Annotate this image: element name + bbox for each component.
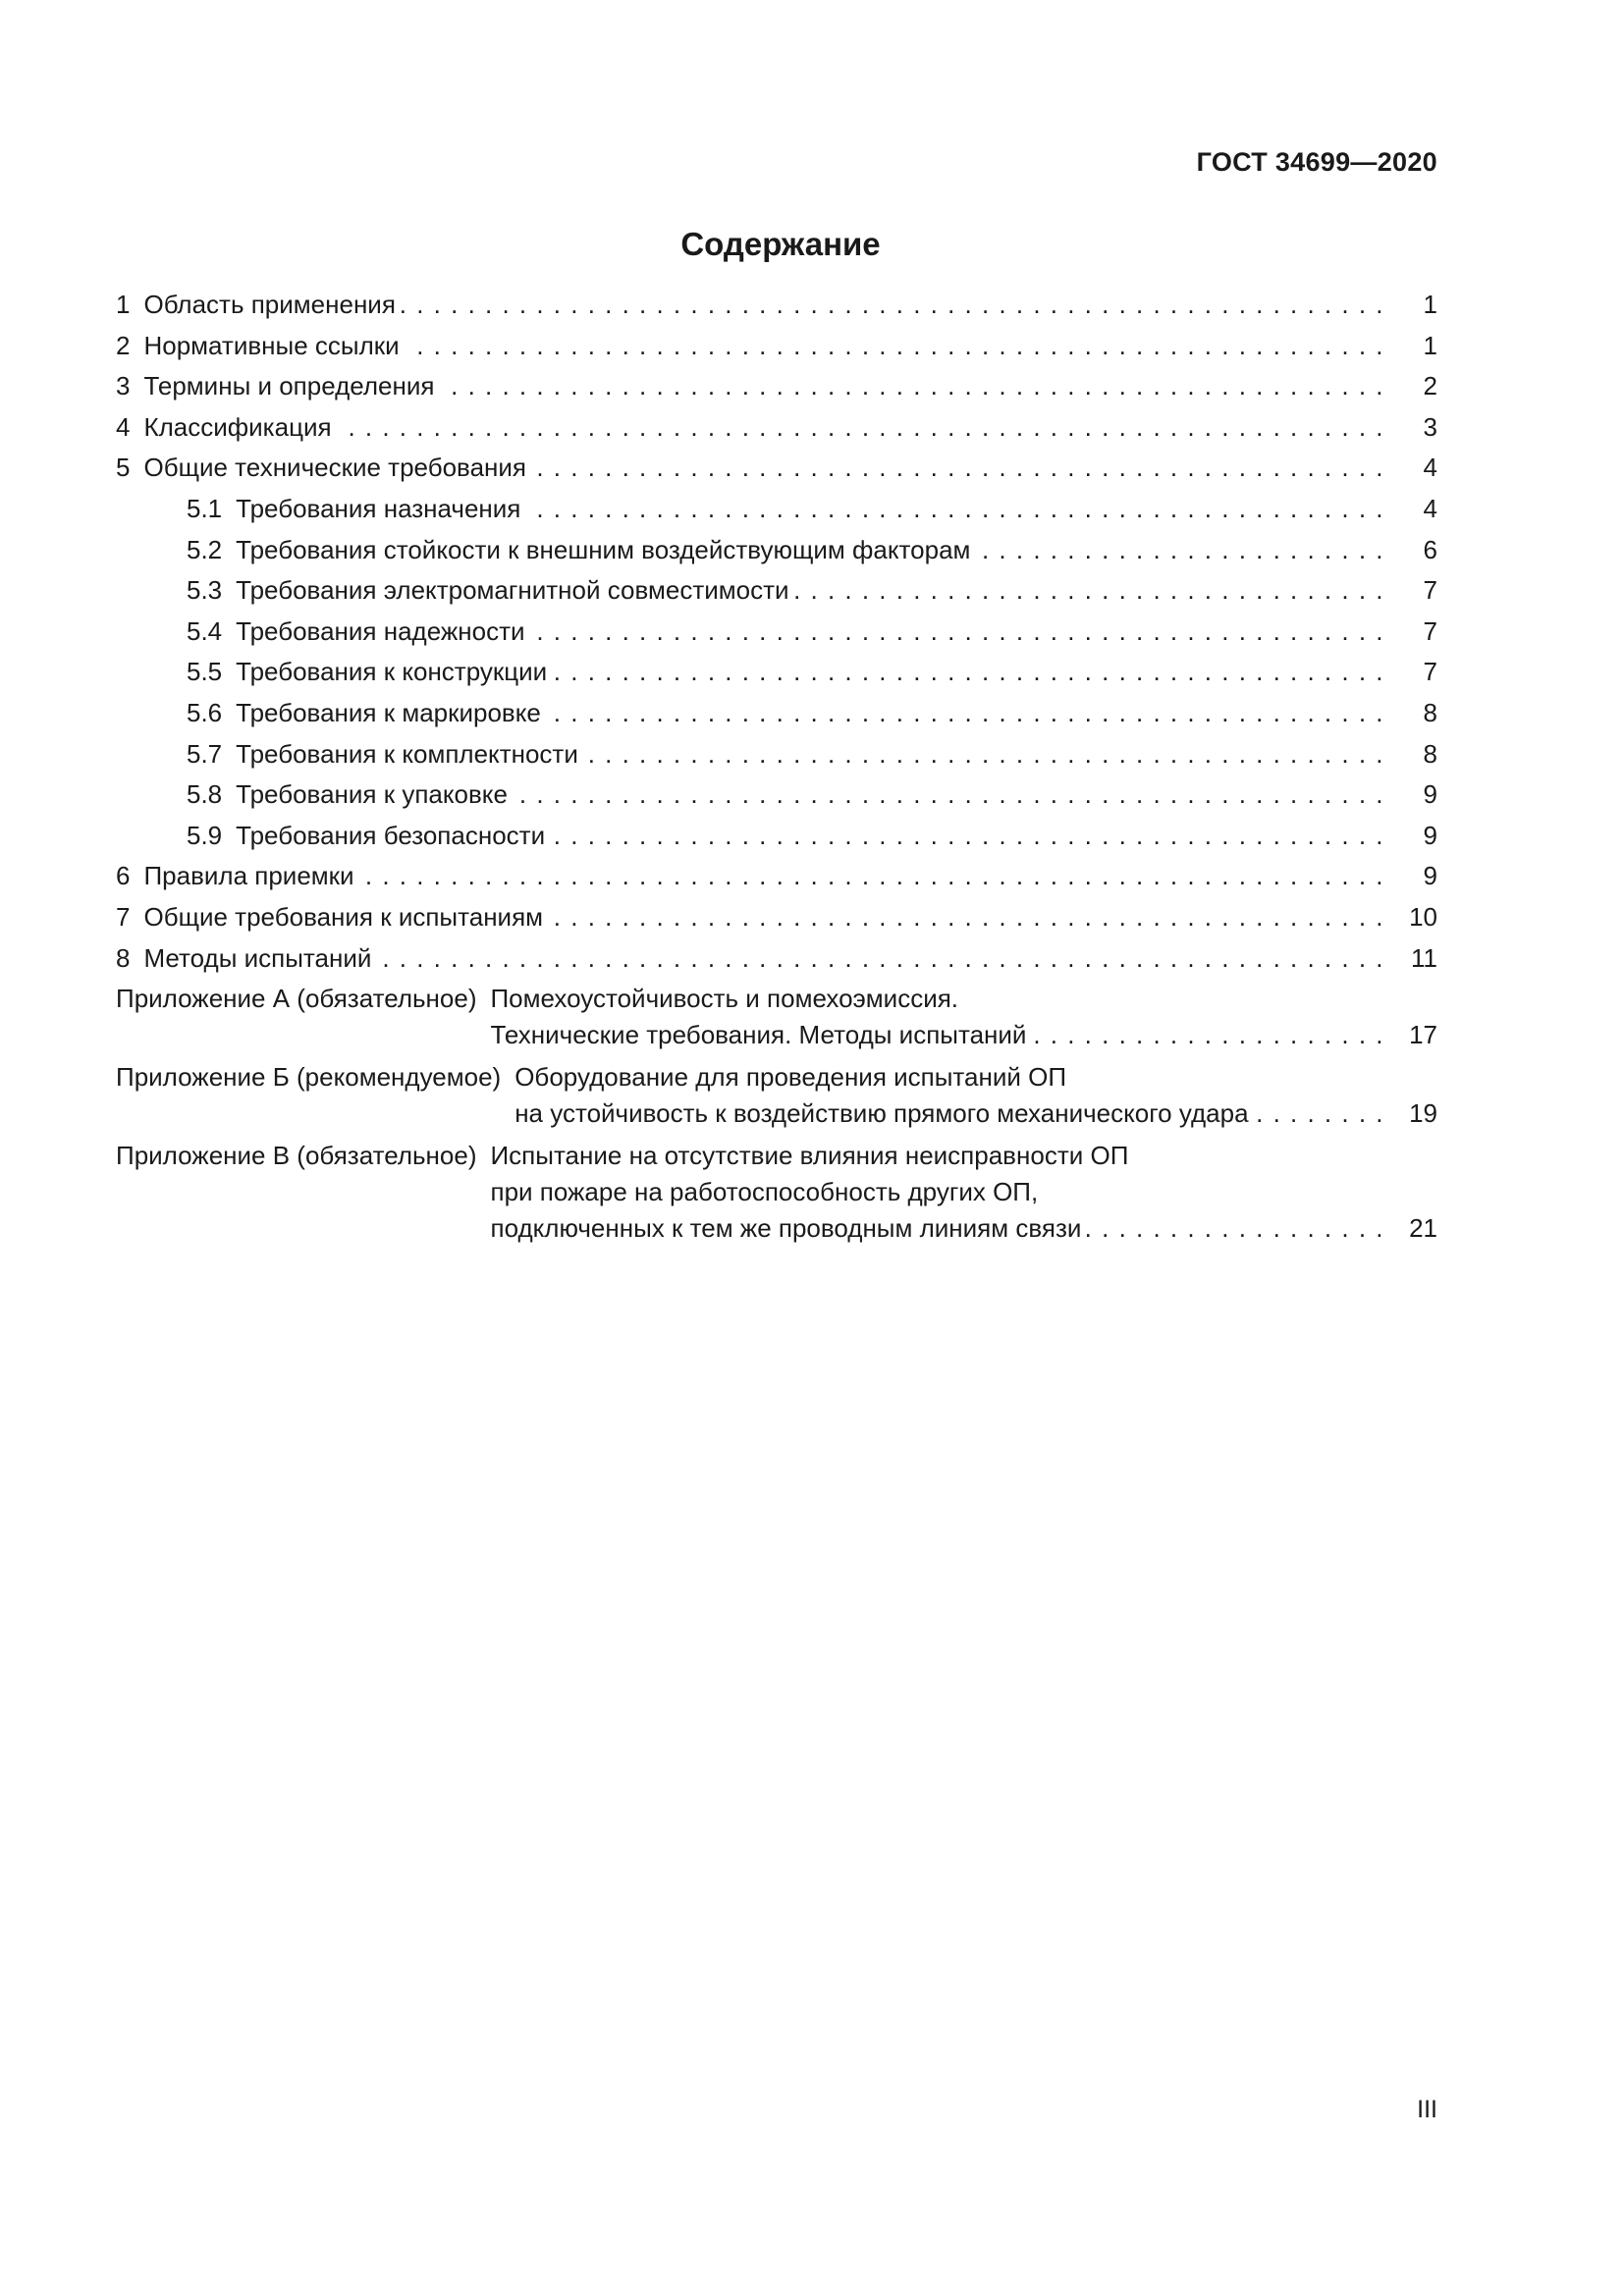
toc-entry-title: Область применения <box>143 290 396 319</box>
toc-entry-title: Классификация <box>143 411 332 442</box>
toc-entry-number: 5.8 <box>187 779 223 810</box>
dot-leader <box>402 285 1384 326</box>
toc-entry-title: Требования назначения <box>236 493 521 523</box>
toc-entry-title: Требования надежности <box>236 615 525 646</box>
toc-entry-number: 5.9 <box>187 820 223 850</box>
toc-entry-number: 4 <box>116 411 131 442</box>
toc-entry[interactable] <box>116 897 1437 938</box>
toc-entry-page: 8 <box>1423 738 1437 769</box>
toc-entry-page: 9 <box>1423 779 1437 810</box>
toc-entry-title: Требования стойкости к внешним воздействующим факторам <box>236 534 971 564</box>
toc-entry-title: Общие требования к испытаниям <box>143 901 544 932</box>
toc-entry[interactable] <box>116 366 1437 407</box>
toc-entry[interactable] <box>116 856 1437 897</box>
appendix-page: 21 <box>1409 1213 1437 1244</box>
toc-subentry[interactable] <box>116 652 1437 693</box>
appendix-title-last-line <box>514 1095 1437 1132</box>
appendix-title <box>490 1138 1437 1247</box>
toc-entry-page: 4 <box>1423 493 1437 523</box>
toc-subentry[interactable] <box>116 570 1437 612</box>
toc-entry-title: Нормативные ссылки <box>143 330 400 360</box>
dot-leader <box>531 612 1384 653</box>
toc-entry-number: 5.7 <box>187 738 223 769</box>
document-code: ГОСТ 34699—2020 <box>1196 147 1437 177</box>
dot-leader <box>584 734 1384 775</box>
toc-entry-title: Требования безопасности <box>236 820 546 850</box>
toc-entry-page: 1 <box>1423 290 1437 319</box>
toc-entry-title: Методы испытаний <box>143 942 372 973</box>
appendix-title-line: Оборудование для проведения испытаний ОП <box>514 1062 1067 1093</box>
toc-entry-page: 10 <box>1409 901 1437 932</box>
toc-entry[interactable] <box>116 938 1437 980</box>
toc-entry-page: 9 <box>1423 820 1437 850</box>
dot-leader <box>532 448 1384 489</box>
appendix-title-line: при пожаре на работоспособность других ОП, <box>490 1177 1039 1207</box>
appendix-title-line: на устойчивость к воздействию прямого механического удара <box>514 1098 1249 1129</box>
toc-entry-number: 5.5 <box>187 657 223 687</box>
toc-entry-title: Требования к упаковке <box>236 779 508 810</box>
toc-entry-title: Термины и определения <box>143 371 435 401</box>
toc-subentry[interactable] <box>116 530 1437 571</box>
toc-subentry[interactable] <box>116 816 1437 857</box>
dot-leader <box>547 693 1384 734</box>
page-title: Содержание <box>680 226 881 262</box>
appendix-title-line: Помехоустойчивость и помехоэмиссия. <box>490 984 959 1014</box>
toc-entry-number: 5.3 <box>187 575 223 606</box>
toc-appendix-b[interactable] <box>116 1059 1437 1132</box>
toc-entry-number: 7 <box>116 901 131 932</box>
toc-entry-number: 5.4 <box>187 615 223 646</box>
dot-leader <box>553 652 1384 693</box>
toc-entry-number: 5.2 <box>187 534 223 564</box>
toc-entry-page: 7 <box>1423 615 1437 646</box>
appendix-title-line: Испытание на отсутствие влияния неисправности ОП <box>490 1141 1129 1171</box>
toc-entry-page: 3 <box>1423 411 1437 442</box>
toc-entry-number: 6 <box>116 861 131 891</box>
dot-leader <box>377 938 1384 980</box>
toc-entry[interactable] <box>116 285 1437 326</box>
toc-entry-number: 1 <box>116 290 131 319</box>
appendix-page: 19 <box>1409 1098 1437 1129</box>
appendix-label: Приложение В (обязательное) <box>116 1141 477 1171</box>
toc-entry[interactable] <box>116 326 1437 367</box>
toc-entry-title: Правила приемки <box>143 861 354 891</box>
dot-leader <box>526 489 1384 530</box>
toc-entry-page: 7 <box>1423 575 1437 606</box>
dot-leader <box>440 366 1384 407</box>
toc-appendix-a[interactable] <box>116 981 1437 1053</box>
toc-entry-page: 11 <box>1411 942 1437 973</box>
toc-entry-page: 8 <box>1423 697 1437 727</box>
dot-leader <box>795 570 1384 612</box>
toc-appendix-v[interactable] <box>116 1138 1437 1247</box>
dot-leader <box>976 530 1384 571</box>
toc-entry[interactable] <box>116 407 1437 449</box>
dot-leader <box>1032 1017 1384 1053</box>
table-of-contents <box>116 285 1437 1247</box>
toc-entry-title: Требования к комплектности <box>236 738 578 769</box>
dot-leader <box>551 816 1384 857</box>
appendix-label: Приложение Б (рекомендуемое) <box>116 1062 502 1093</box>
toc-entry-page: 7 <box>1423 657 1437 687</box>
dot-leader <box>360 856 1384 897</box>
toc-entry-number: 3 <box>116 371 131 401</box>
toc-subentry[interactable] <box>116 612 1437 653</box>
toc-subentry[interactable] <box>116 774 1437 816</box>
dot-leader <box>338 407 1384 449</box>
dot-leader <box>1087 1210 1384 1247</box>
appendix-title-last-line <box>490 1017 1437 1053</box>
toc-entry-title: Общие технические требования <box>143 453 526 483</box>
appendix-title-line: подключенных к тем же проводным линиям связи <box>490 1213 1082 1244</box>
toc-entry-number: 8 <box>116 942 131 973</box>
toc-entry[interactable] <box>116 448 1437 489</box>
dot-leader <box>1255 1095 1384 1132</box>
dot-leader <box>549 897 1384 938</box>
page-number: III <box>1417 2096 1437 2123</box>
toc-entry-page: 4 <box>1423 453 1437 483</box>
toc-entry-title: Требования к конструкции <box>236 657 548 687</box>
appendix-title <box>514 1059 1437 1132</box>
toc-entry-page: 1 <box>1423 330 1437 360</box>
toc-entry-number: 5.1 <box>187 493 223 523</box>
dot-leader <box>406 326 1384 367</box>
toc-subentry[interactable] <box>116 693 1437 734</box>
toc-entry-page: 2 <box>1423 371 1437 401</box>
toc-entry-number: 5 <box>116 453 131 483</box>
toc-entry-page: 9 <box>1423 861 1437 891</box>
appendix-label: Приложение А (обязательное) <box>116 984 477 1014</box>
toc-entry-number: 5.6 <box>187 697 223 727</box>
appendix-title-line: Технические требования. Методы испытаний <box>490 1020 1027 1050</box>
toc-entry-title: Требования электромагнитной совместимости <box>236 575 789 606</box>
dot-leader <box>514 774 1384 816</box>
appendix-title-last-line <box>490 1210 1437 1247</box>
toc-subentry[interactable] <box>116 489 1437 530</box>
toc-subentry[interactable] <box>116 734 1437 775</box>
toc-entry-number: 2 <box>116 330 131 360</box>
appendix-title <box>490 981 1437 1053</box>
toc-entry-page: 6 <box>1423 534 1437 564</box>
appendix-page: 17 <box>1409 1020 1437 1050</box>
toc-entry-title: Требования к маркировке <box>236 697 541 727</box>
